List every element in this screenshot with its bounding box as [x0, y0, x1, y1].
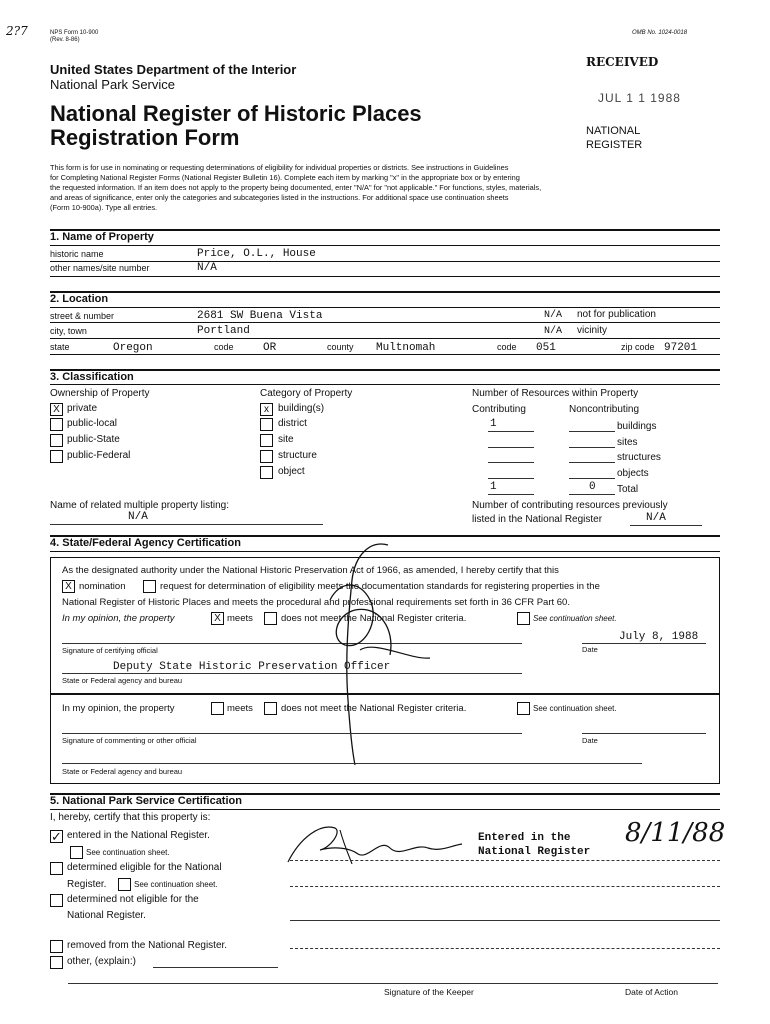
- opinion-label: In my opinion, the property: [62, 613, 175, 624]
- category-site-label: site: [278, 434, 294, 445]
- zip-value[interactable]: 97201: [664, 342, 698, 354]
- intro-line: (Form 10-900a). Type all entries.: [50, 203, 158, 212]
- cert-text-line: As the designated authority under the National Historic Preservation Act of 1966, as amended, I hereby certify that this: [62, 565, 559, 576]
- category-heading: Category of Property: [260, 388, 353, 399]
- state-code-label: code: [214, 342, 234, 352]
- other-names-label: other names/site number: [50, 263, 150, 273]
- nomination-label: nomination: [79, 581, 126, 592]
- stamp-register: REGISTER: [586, 139, 643, 151]
- vicinity-value[interactable]: N/A: [544, 326, 563, 337]
- meets-label: meets: [227, 613, 253, 624]
- input-line: [290, 860, 720, 861]
- not-for-publication-label: not for publication: [577, 309, 656, 320]
- determined-eligible-label: determined eligible for the National: [67, 862, 222, 873]
- ownership-heading: Ownership of Property: [50, 388, 150, 399]
- divider: [50, 245, 720, 246]
- date-of-action-label: Date of Action: [625, 987, 678, 997]
- divider: [50, 322, 720, 323]
- ownership-public-state-checkbox[interactable]: [50, 434, 63, 447]
- determined-not-eligible-label-2: National Register.: [67, 910, 146, 921]
- bureau-label-2: State or Federal agency and bureau: [62, 767, 183, 776]
- ownership-public-federal-checkbox[interactable]: [50, 450, 63, 463]
- form-subtitle: Registration Form: [50, 125, 240, 150]
- not-for-publication-value[interactable]: N/A: [544, 310, 563, 321]
- entered-continuation-label: See continuation sheet.: [86, 848, 170, 857]
- divider: [50, 338, 720, 339]
- previously-listed-label-2: listed in the National Register: [472, 514, 603, 525]
- opinion-label-2: In my opinion, the property: [62, 703, 175, 714]
- eligible-continuation-label: See continuation sheet.: [134, 880, 218, 889]
- input-line: [488, 431, 534, 432]
- entered-continuation-checkbox[interactable]: [70, 846, 83, 859]
- ownership-private-checkbox[interactable]: X: [50, 403, 63, 416]
- removed-checkbox[interactable]: [50, 940, 63, 953]
- does-not-meet-label: does not meet the National Register criteria.: [281, 613, 467, 624]
- continuation-label: See continuation sheet.: [533, 614, 617, 623]
- signature-line: [62, 733, 522, 734]
- input-line: [569, 478, 615, 479]
- signature-line: [62, 643, 522, 644]
- input-line: [50, 524, 323, 525]
- bureau-label: State or Federal agency and bureau: [62, 676, 183, 685]
- section-4-heading: 4. State/Federal Agency Certification: [50, 537, 241, 549]
- intro-line: This form is for use in nominating or requesting determinations of eligibility for individual properties or districts. See instructions in Guidelines: [50, 163, 509, 172]
- does-not-meet-checkbox[interactable]: [264, 612, 277, 625]
- previously-listed-value[interactable]: N/A: [646, 512, 666, 524]
- input-line: [569, 462, 615, 463]
- input-line: [569, 494, 615, 495]
- vicinity-label: vicinity: [577, 325, 608, 336]
- input-line: [290, 948, 720, 949]
- does-not-meet-label-2: does not meet the National Register criteria.: [281, 703, 467, 714]
- category-structure-label: structure: [278, 450, 317, 461]
- input-line: [569, 447, 615, 448]
- street-label: street & number: [50, 311, 115, 321]
- county-code-value[interactable]: 051: [536, 342, 556, 354]
- category-district-label: district: [278, 418, 307, 429]
- intro-line: for Completing National Register Forms (National Register Bulletin 16). Complete each item by marking "x" in the appropriate box or by entering: [50, 173, 520, 182]
- does-not-meet-checkbox-2[interactable]: [264, 702, 277, 715]
- category-structure-checkbox[interactable]: [260, 450, 273, 463]
- received-stamp: RECEIVED: [586, 55, 659, 69]
- category-object-label: object: [278, 466, 305, 477]
- resource-row-label: buildings: [617, 421, 657, 432]
- signature-line: [68, 983, 718, 984]
- date-label: Date: [582, 645, 598, 654]
- contributing-heading: Contributing: [472, 404, 526, 415]
- divider: [50, 354, 720, 355]
- category-district-checkbox[interactable]: [260, 418, 273, 431]
- contributing-buildings-value[interactable]: 1: [490, 418, 497, 430]
- comment-signature-label: Signature of commenting or other official: [62, 736, 197, 745]
- historic-name-label: historic name: [50, 249, 104, 259]
- resource-row-label: Total: [617, 484, 639, 495]
- input-line: [62, 763, 642, 764]
- stamp-national: NATIONAL: [586, 125, 641, 137]
- section-1-heading: 1. Name of Property: [50, 231, 154, 243]
- ownership-public-federal-label: public-Federal: [67, 450, 131, 461]
- state-value[interactable]: Oregon: [113, 342, 153, 354]
- input-line: [630, 525, 702, 526]
- continuation-checkbox-2[interactable]: [517, 702, 530, 715]
- noncontributing-total-value[interactable]: 0: [589, 481, 596, 493]
- divider: [50, 369, 720, 371]
- historic-name-value[interactable]: Price, O.L., House: [197, 248, 316, 260]
- determined-not-eligible-label: determined not eligible for the: [67, 894, 199, 905]
- ownership-public-local-checkbox[interactable]: [50, 418, 63, 431]
- other-label: other, (explain:): [67, 956, 136, 967]
- nps-cert-intro: I, hereby, certify that this property is:: [50, 812, 211, 823]
- input-line: [290, 886, 720, 887]
- category-site-checkbox[interactable]: [260, 434, 273, 447]
- corner-mark: 2?7: [6, 24, 28, 38]
- intro-line: the requested information. If an item does not apply to the property being documented, enter "N/A" for "not applicable." For functions, styles, materials,: [50, 183, 542, 192]
- certifying-title-value[interactable]: Deputy State Historic Preservation Officer: [113, 661, 391, 673]
- city-value[interactable]: Portland: [197, 325, 250, 337]
- divider: [50, 291, 720, 293]
- noncontributing-heading: Noncontributing: [569, 404, 640, 415]
- eligible-continuation-checkbox[interactable]: [118, 878, 131, 891]
- category-building-checkbox[interactable]: x: [260, 403, 273, 416]
- form-rev: (Rev. 8-86): [50, 37, 80, 43]
- meets-checkbox[interactable]: X: [211, 612, 224, 625]
- county-label: county: [327, 342, 354, 352]
- entered-label: entered in the National Register.: [67, 830, 210, 841]
- contributing-total-value[interactable]: 1: [490, 481, 497, 493]
- other-checkbox[interactable]: [50, 956, 63, 969]
- determined-not-eligible-checkbox[interactable]: [50, 894, 63, 907]
- ownership-public-local-label: public-local: [67, 418, 118, 429]
- section-2-heading: 2. Location: [50, 293, 109, 305]
- divider: [50, 384, 720, 385]
- input-line: [488, 462, 534, 463]
- service-name: National Park Service: [50, 77, 175, 92]
- date-line: [582, 643, 706, 644]
- resource-row-label: structures: [617, 452, 661, 463]
- category-object-checkbox[interactable]: [260, 466, 273, 479]
- resources-heading: Number of Resources within Property: [472, 388, 639, 399]
- state-label: state: [50, 342, 70, 352]
- street-value[interactable]: 2681 SW Buena Vista: [197, 310, 323, 322]
- input-line: [62, 673, 522, 674]
- eligibility-request-checkbox[interactable]: [143, 580, 156, 593]
- category-building-label: building(s): [278, 403, 325, 414]
- action-date-value[interactable]: 8/11/88: [625, 818, 726, 848]
- divider: [50, 276, 720, 277]
- cert-text-line: request for determination of eligibility meets the documentation standards for registering properties in the: [160, 581, 600, 592]
- meets-checkbox-2[interactable]: [211, 702, 224, 715]
- divider: [50, 307, 720, 308]
- meets-label-2: meets: [227, 703, 253, 714]
- related-listing-label: Name of related multiple property listing:: [50, 500, 229, 511]
- resource-row-label: sites: [617, 437, 638, 448]
- nomination-checkbox[interactable]: X: [62, 580, 75, 593]
- stamp-date: JUL 1 1 1988: [598, 91, 681, 105]
- related-listing-value[interactable]: N/A: [128, 511, 148, 523]
- cert-date-value[interactable]: July 8, 1988: [619, 631, 699, 643]
- input-line: [488, 478, 534, 479]
- input-line: [488, 494, 534, 495]
- determined-eligible-checkbox[interactable]: [50, 862, 63, 875]
- section-3-heading: 3. Classification: [50, 371, 134, 383]
- city-label: city, town: [50, 326, 87, 336]
- entered-stamp-line-2: National Register: [478, 846, 591, 858]
- form-title: National Register of Historic Places: [50, 101, 422, 126]
- keeper-signature-label: Signature of the Keeper: [384, 987, 474, 997]
- zip-label: zip code: [621, 342, 655, 352]
- input-line: [569, 431, 615, 432]
- input-line: [488, 447, 534, 448]
- ownership-private-label: private: [67, 403, 98, 414]
- omb-number: OMB No. 1024-0018: [632, 30, 688, 36]
- form-id: NPS Form 10-900: [50, 30, 99, 36]
- continuation-label-2: See continuation sheet.: [533, 704, 617, 713]
- state-code-value[interactable]: OR: [263, 342, 277, 354]
- intro-line: and areas of significance, enter only the categories and subcategories listed in the instructions. For additional space use continuation sheets: [50, 193, 509, 202]
- resource-row-label: objects: [617, 468, 649, 479]
- divider: [50, 809, 720, 810]
- entered-stamp-line-1: Entered in the: [478, 832, 571, 844]
- cert-text-line: National Register of Historic Places and meets the procedural and professional requirements set forth in 36 CFR Part 60.: [62, 597, 570, 608]
- ownership-public-state-label: public-State: [67, 434, 120, 445]
- previously-listed-label: Number of contributing resources previously: [472, 500, 668, 511]
- input-line: [153, 967, 278, 968]
- section-5-heading: 5. National Park Service Certification: [50, 795, 242, 807]
- date-label-2: Date: [582, 736, 598, 745]
- input-line: [290, 920, 720, 921]
- continuation-checkbox[interactable]: [517, 612, 530, 625]
- removed-label: removed from the National Register.: [67, 940, 228, 951]
- divider: [50, 261, 720, 262]
- entered-checkbox[interactable]: ✓: [51, 829, 62, 844]
- determined-eligible-label-2: Register.: [67, 879, 107, 890]
- date-line: [582, 733, 706, 734]
- signature-label: Signature of certifying official: [62, 646, 158, 655]
- county-value[interactable]: Multnomah: [376, 342, 436, 354]
- agency-name: United States Department of the Interior: [50, 62, 297, 77]
- other-names-value[interactable]: N/A: [197, 262, 217, 274]
- county-code-label: code: [497, 342, 517, 352]
